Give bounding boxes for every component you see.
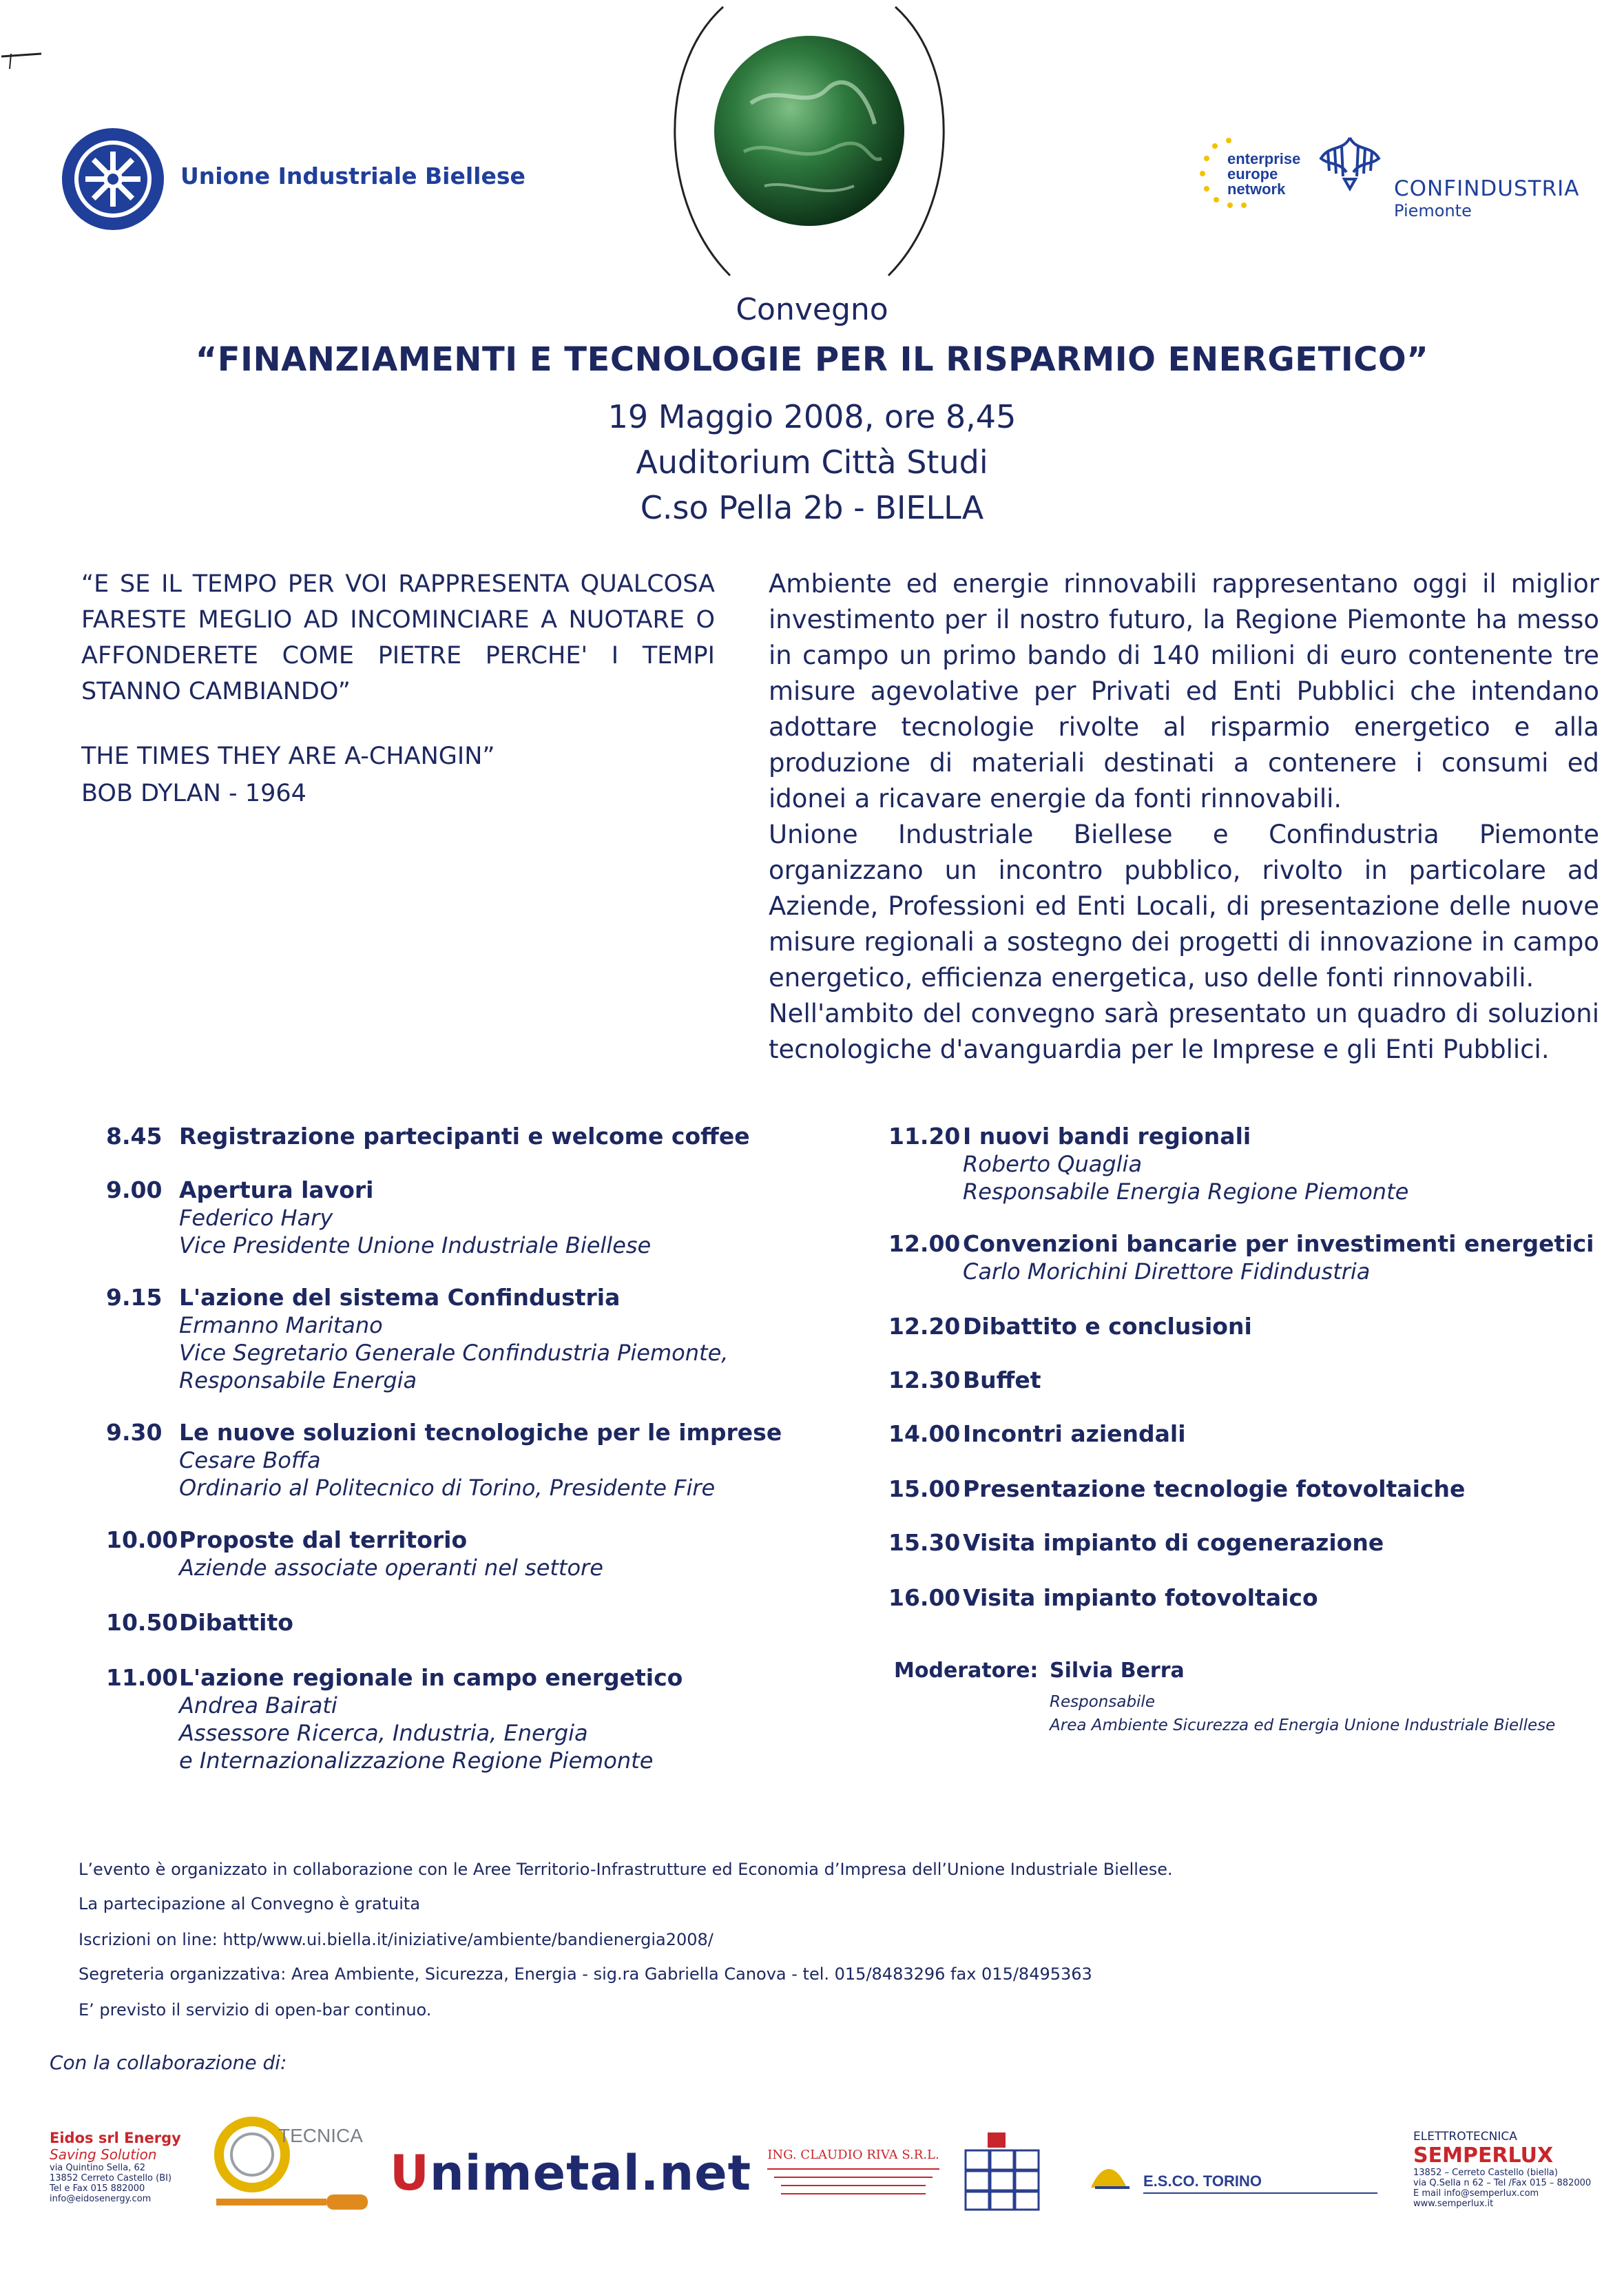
program-title: Le nuove soluzioni tecnologiche per le imprese [179,1419,782,1446]
program-title: Presentazione tecnologie fotovoltaiche [963,1475,1466,1502]
sponsor-semperlux-name: SEMPERLUX [1413,2144,1554,2168]
sponsor-eidos-tagline: Saving Solution [50,2146,157,2163]
program-title: L'azione regionale in campo energetico [179,1664,683,1691]
program-time: 12.30 [888,1367,961,1393]
program-title: L'azione del sistema Confindustria [179,1284,621,1311]
speaker-role: Responsabile Energia Regione Piemonte [963,1179,1409,1205]
program-time: 9.00 [106,1176,163,1203]
collaboration-label: Con la collaborazione di: [50,2051,287,2074]
program-time: 15.00 [888,1475,961,1502]
program-title: Visita impianto di cogenerazione [963,1529,1384,1556]
program-title: Registrazione partecipanti e welcome coffee [179,1123,750,1150]
sponsor-semperlux-email: E mail info@semperlux.com [1413,2188,1539,2199]
pen-mark [0,41,48,69]
program-time: 11.00 [106,1664,178,1691]
unione-industriale-seal-logo [58,124,168,234]
een-line-2: europe [1227,165,1278,183]
sponsor-tecnica-logo [209,2106,388,2217]
sponsor-building-grid-logo [963,2131,1042,2211]
intro-text [769,566,1599,1068]
globe-image [647,0,971,282]
sponsor-eidos [50,2130,194,2204]
program-title: Buffet [963,1367,1041,1393]
speaker-name: Federico Hary [179,1205,333,1231]
sponsor-unimetal-initial: U [390,2145,430,2201]
sponsor-semperlux [1413,2130,1613,2209]
speaker-role: Vice Segretario Generale Confindustria Piemonte, [179,1340,729,1366]
program-title: Dibattito e conclusioni [963,1313,1252,1340]
program-time: 10.00 [106,1526,178,1553]
speaker-name: Ermanno Maritano [179,1312,383,1338]
sponsor-unimetal-logo [390,2145,751,2201]
program-time: 10.50 [106,1609,178,1636]
intro-paragraph: Nell'ambito del convegno sarà presentato un quadro di soluzioni tecnologiche d'avanguardia per le Imprese e gli Enti Pubblici. [769,999,1599,1064]
speaker-name: Andrea Bairati [179,1692,337,1719]
speaker-role: Aziende associate operanti nel settore [179,1555,603,1581]
event-label: Convegno [736,292,888,327]
note-secretariat: Segreteria organizzativa: Area Ambiente, Sicurezza, Energia - sig.ra Gabriella Canova - tel. 015/8483296 fax 015/8495363 [79,1964,1092,1984]
program-time: 9.15 [106,1284,163,1311]
sponsor-semperlux-address: 13852 – Cerreto Castello (biella) [1413,2168,1558,2178]
sponsor-esco-torino-logo [1088,2156,1384,2197]
sponsor-unimetal-name: nimetal.net [429,2145,752,2201]
note-organization: L’evento è organizzato in collaborazione con le Aree Territorio-Infrastrutture ed Economia d’Impresa dell’Unione Industriale Biellese. [79,1860,1173,1879]
moderator-area: Area Ambiente Sicurezza ed Energia Unione Industriale Biellese [1050,1716,1556,1734]
sponsor-eidos-address: 13852 Cerreto Castello (BI) [50,2173,172,2183]
event-date: 19 Maggio 2008, ore 8,45 [607,398,1017,435]
event-title: “FINANZIAMENTI E TECNOLOGIE PER IL RISPARMIO ENERGETICO” [195,340,1429,379]
note-open-bar: E’ previsto il servizio di open-bar continuo. [79,2000,432,2020]
confindustria-region: Piemonte [1394,201,1472,220]
moderator-role: Responsabile [1050,1693,1155,1711]
program-time: 14.00 [888,1420,961,1447]
speaker-role: Responsabile Energia [179,1367,417,1393]
moderator-name: Silvia Berra [1050,1659,1185,1683]
program-time: 16.00 [888,1584,961,1611]
quote-text: “E SE IL TEMPO PER VOI RAPPRESENTA QUALCOSA FARESTE MEGLIO AD INCOMINCIARE A NUOTARE O AFFONDERETE COME PIETRE PERCHE' I TEMPI STANNO CAMBIANDO” [81,570,715,705]
enterprise-europe-network-logo [1194,131,1318,220]
sponsor-esco-name: E.S.CO. TORINO [1143,2172,1262,2190]
sponsor-eidos-address: via Quintino Sella, 62 [50,2163,146,2173]
program-time: 8.45 [106,1123,163,1150]
sponsor-eidos-email: info@eidosenergy.com [50,2194,152,2204]
program-title: Proposte dal territorio [179,1526,468,1553]
een-line-3: network [1227,180,1286,198]
sponsor-riva [760,2148,946,2206]
program-time: 9.30 [106,1419,163,1446]
sponsor-riva-name: ING. CLAUDIO RIVA S.R.L. [767,2148,939,2162]
quote-author: BOB DYLAN - 1964 [81,780,306,807]
speaker-name: Roberto Quaglia [963,1151,1143,1177]
confindustria-name: CONFINDUSTRIA [1394,176,1580,201]
intro-paragraph: Unione Industriale Biellese e Confindustria Piemonte organizzano un incontro pubblico, rivolto in particolare ad Aziende, Professioni ed Enti Locali, di presentazione delle nuove misure regionali a sostegno dei progetti di innovazione in campo energetico, efficienza energetica, uso delle fonti rinnovabili. [769,820,1599,993]
quote-english: THE TIMES THEY ARE A-CHANGIN” [81,743,495,770]
sponsor-tecnica-name: TECNICA [278,2125,363,2146]
sponsor-eidos-phone: Tel e Fax 015 882000 [50,2183,145,2194]
event-address: C.so Pella 2b - BIELLA [640,489,984,526]
program-time: 12.20 [888,1313,961,1340]
sponsor-semperlux-phone: via Q.Sella n 62 – Tel /Fax 015 – 882000 [1413,2178,1592,2188]
moderator-label: Moderatore: [894,1659,1039,1683]
speaker-role: Ordinario al Politecnico di Torino, Presidente Fire [179,1475,716,1501]
confindustria-eagle-logo [1315,131,1384,193]
program-time: 11.20 [888,1123,961,1150]
program-title: I nuovi bandi regionali [963,1123,1251,1150]
sponsor-semperlux-top: ELETTROTECNICA [1413,2130,1517,2144]
speaker-role: e Internazionalizzazione Regione Piemonte [179,1747,654,1774]
program-title: Incontri aziendali [963,1420,1186,1447]
speaker-role: Assessore Ricerca, Industria, Energia [179,1720,588,1746]
sponsor-riva-fine-print [760,2162,946,2203]
program-title: Apertura lavori [179,1176,374,1203]
program-title: Visita impianto fotovoltaico [963,1584,1318,1611]
note-free-participation: La partecipazione al Convegno è gratuita [79,1894,421,1913]
event-place: Auditorium Città Studi [636,444,988,481]
sponsor-semperlux-website: www.semperlux.it [1413,2199,1494,2209]
intro-paragraph: Ambiente ed energie rinnovabili rappresentano oggi il miglior investimento per il nostro futuro, la Regione Piemonte ha messo in campo un primo bando di 140 milioni di euro contenente tre misure agevolative per Privati ed Enti Pubblici che intendano adottare tecnologie rivolte al risparmio energetico e alla produzione di materiali destinati a contenere i consumi ed idonei a ricavare energie da fonti rinnovabili. [769,569,1599,813]
note-registration-link[interactable]: Iscrizioni on line: http/www.ui.biella.it/iniziative/ambiente/bandienergia2008/ [79,1930,714,1949]
program-title: Convenzioni bancarie per investimenti energetici [963,1230,1594,1257]
speaker-role: Carlo Morichini Direttore Fidindustria [963,1258,1371,1285]
program-title: Dibattito [179,1609,293,1636]
sponsor-eidos-name: Eidos srl Energy [50,2130,181,2146]
speaker-role: Vice Presidente Unione Industriale Biellese [179,1232,652,1258]
program-time: 15.30 [888,1529,961,1556]
een-line-1: enterprise [1227,150,1301,167]
org-name-left: Unione Industriale Biellese [180,163,525,189]
speaker-name: Cesare Boffa [179,1447,321,1473]
program-time: 12.00 [888,1230,961,1257]
